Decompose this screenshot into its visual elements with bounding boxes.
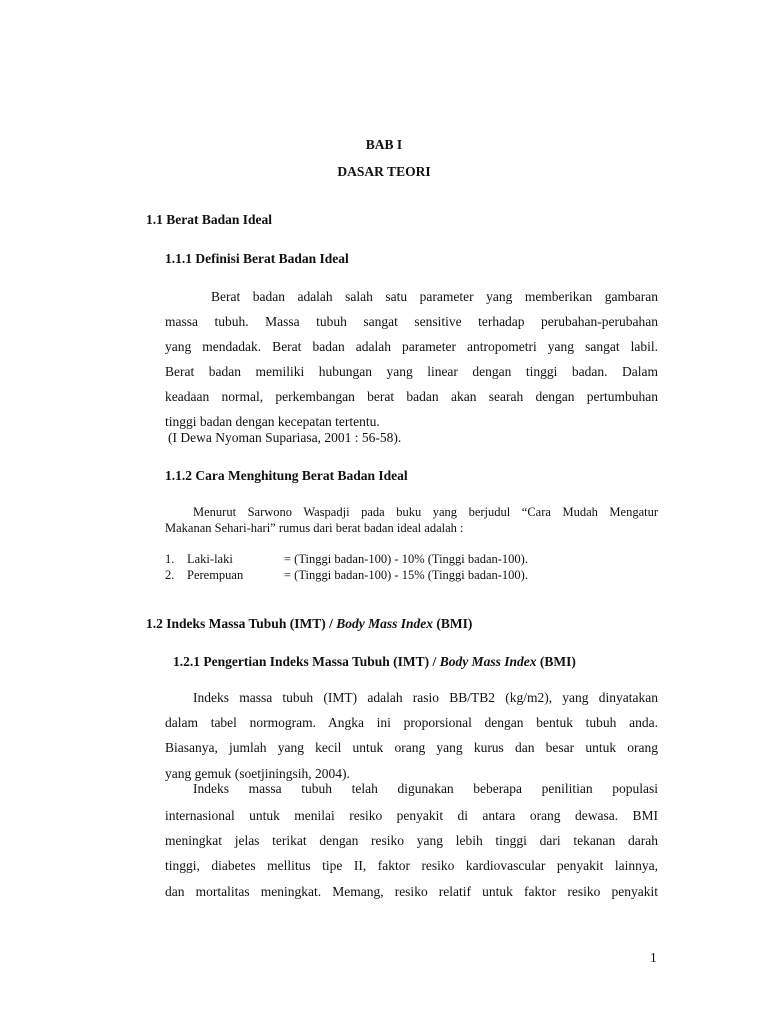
subsection-heading-1-2-1 [173, 654, 576, 670]
citation: (I Dewa Nyoman Supariasa, 2001 : 56-58). [168, 430, 402, 445]
paragraph-line: dan mortalitas meningkat. Memang, resiko relatif untuk faktor resiko penyakit [165, 884, 658, 899]
paragraph-line: Indeks massa tubuh telah digunakan beberapa penilitian populasi [193, 781, 658, 796]
page-number: 1 [650, 950, 657, 965]
paragraph-line: yang gemuk (soetjiningsih, 2004). [165, 766, 350, 781]
list-number: 1. [165, 552, 175, 566]
heading-tail: (BMI) [432, 616, 473, 631]
paragraph-line: dalam tabel normogram. Angka ini proporsional dengan bentuk tubuh anda. [165, 715, 658, 730]
paragraph-line: yang mendadak. Berat badan adalah parameter antropometri yang sangat labil. [165, 339, 658, 354]
paragraph-line: Biasanya, jumlah yang kecil untuk orang yang kurus dan besar untuk orang [165, 740, 658, 755]
list-label: Laki-laki [187, 552, 233, 566]
heading-tail: (BMI) [536, 654, 576, 669]
list-label: Perempuan [187, 568, 244, 582]
chapter-title: DASAR TEORI [337, 164, 431, 179]
chapter-label: BAB I [365, 137, 403, 152]
subsection-heading-1-1-2: 1.1.2 Cara Menghitung Berat Badan Ideal [165, 468, 408, 483]
paragraph-line: keadaan normal, perkembangan berat badan akan searah dengan pertumbuhan [165, 389, 658, 404]
paragraph-line: tinggi, diabetes mellitus tipe II, faktor resiko kardiovascular penyakit lainnya, [165, 858, 658, 873]
section-heading-1-1: 1.1 Berat Badan Ideal [146, 212, 273, 227]
paragraph-line: internasional untuk menilai resiko penyakit di antara orang dewasa. BMI [165, 808, 658, 823]
heading-italic: Body Mass Index [336, 616, 433, 631]
paragraph-line: massa tubuh. Massa tubuh sangat sensitive terhadap perubahan-perubahan [165, 314, 658, 329]
subsection-heading-1-1-1: 1.1.1 Definisi Berat Badan Ideal [165, 251, 349, 266]
list-formula: = (Tinggi badan-100) - 15% (Tinggi badan-100). [284, 568, 528, 582]
list-formula: = (Tinggi badan-100) - 10% (Tinggi badan-100). [284, 552, 528, 566]
paragraph-line: Indeks massa tubuh (IMT) adalah rasio BB/TB2 (kg/m2), yang dinyatakan [193, 690, 658, 705]
paragraph-line: meningkat jelas terikat dengan resiko yang lebih tinggi dari tekanan darah [165, 833, 658, 848]
paragraph-line: Makanan Sehari-hari” rumus dari berat badan ideal adalah : [165, 521, 464, 535]
section-heading-1-2 [146, 616, 472, 632]
paragraph-line: Berat badan adalah salah satu parameter yang memberikan gambaran [211, 289, 658, 304]
paragraph-line: Menurut Sarwono Waspadji pada buku yang berjudul “Cara Mudah Mengatur [193, 505, 658, 519]
heading-text: 1.2 Indeks Massa Tubuh (IMT) / [146, 616, 337, 631]
paragraph-line: tinggi badan dengan kecepatan tertentu. [165, 414, 380, 429]
list-number: 2. [165, 568, 175, 582]
paragraph-line: Berat badan memiliki hubungan yang linear dengan tinggi badan. Dalam [165, 364, 658, 379]
heading-italic: Body Mass Index [439, 654, 537, 669]
heading-text: 1.2.1 Pengertian Indeks Massa Tubuh (IMT) / [173, 654, 440, 669]
